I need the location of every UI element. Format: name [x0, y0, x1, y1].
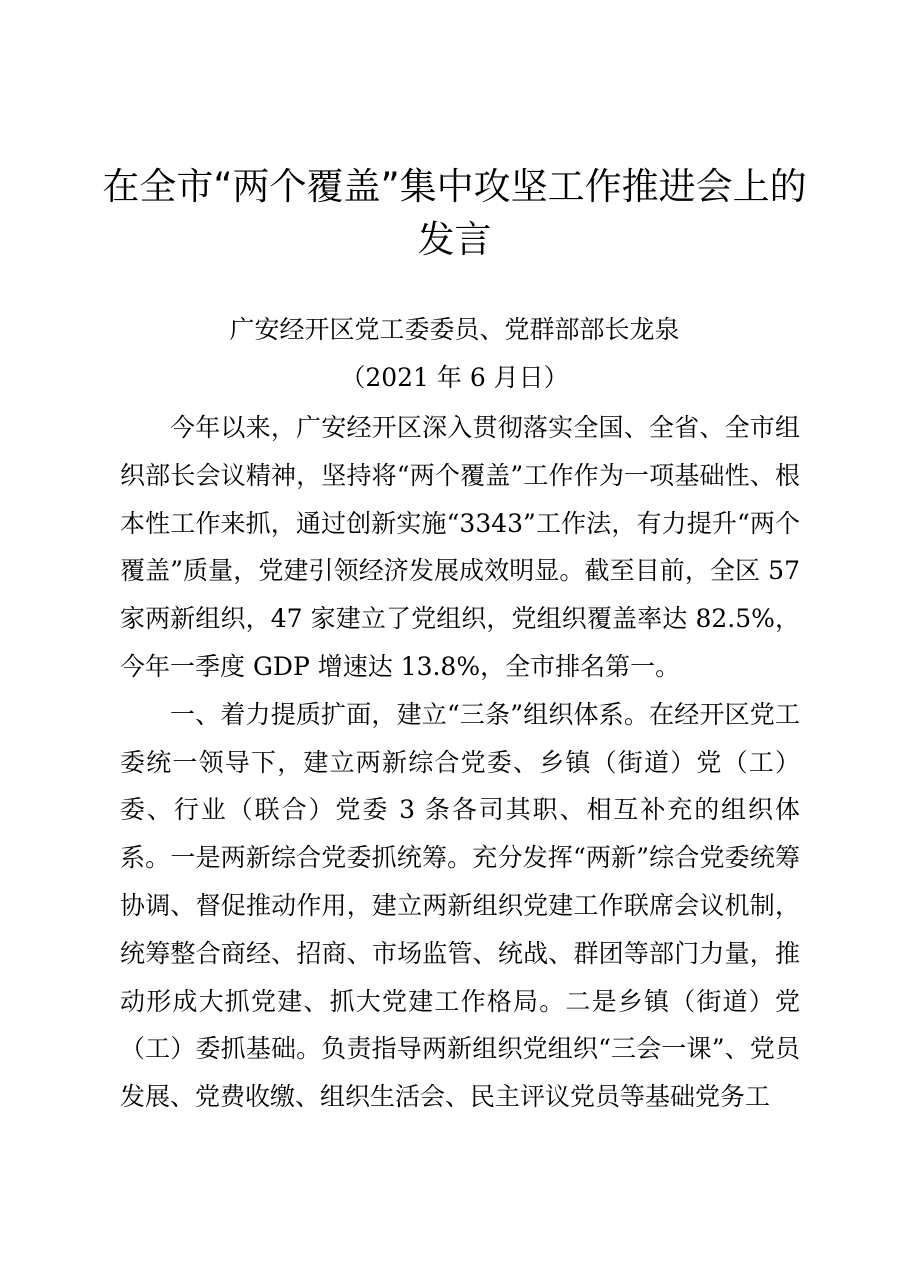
document-title: 在全市“两个覆盖”集中攻坚工作推进会上的发言: [102, 165, 807, 261]
date-line: （2021 年 6 月日）: [340, 363, 569, 392]
body-text: [120, 404, 800, 1121]
author-line: 广安经开区党工委委员、党群部部长龙泉: [229, 315, 680, 344]
paragraph-section-one: 一、着力提质扩面，建立“三条”组织体系。在经开区党工委统一领导下，建立两新综合党委、乡镇（街道）党（工）委、行业（联合）党委 3 条各司其职、相互补充的组织体系。一是两新综合党委抓统筹。充分发挥“两新”综合党委统筹协调、督促推动作用，建立两新组织党建工作联席会议机制，统筹整合商经、招商、市场监管、统战、群团等部门力量，推动形成大抓党建、抓大党建工作格局。二是乡镇（街道）党（工）委抓基础。负责指导两新组织党组织“三会一课”、党员发展、党费收缴、组织生活会、民主评议党员等基础党务工: [120, 699, 800, 1112]
paragraph-intro: 今年以来，广安经开区深入贯彻落实全国、全省、全市组织部长会议精神，坚持将“两个覆盖”工作作为一项基础性、根本性工作来抓，通过创新实施“3343”工作法，有力提升“两个覆盖”质量，党建引领经济发展成效明显。截至目前，全区 57 家两新组织，47 家建立了党组织，党组织覆盖率达 82.5%，今年一季度 GDP 增速达 13.8%，全市排名第一。: [120, 413, 800, 681]
